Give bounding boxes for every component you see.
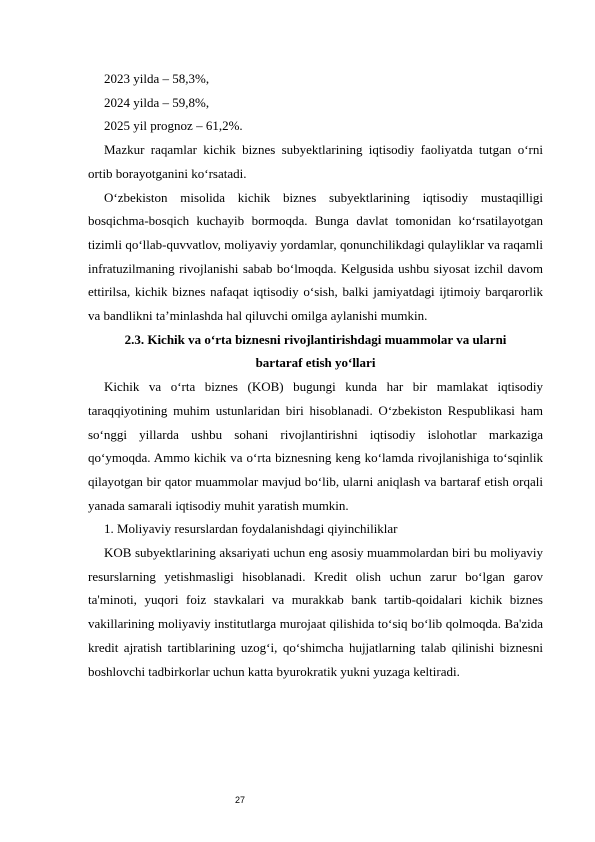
- section-heading-line-2: bartaraf etish yo‘llari: [255, 355, 376, 371]
- paragraph-financial-problems: KOB subyektlarining aksariyati uchun eng asosiy muammolardan biri bu moliyaviy resurslarning yetishmasligi hisoblanadi. Kredit olish uchun zarur bo‘lgan garov ta'minoti, yuqori foiz stavkalari va murakkab bank tartib-qoidalari kichik biznes vakillarining moliyaviy institutlarga murojaat qilishida to‘siq bo‘lib qolmoqda. Ba'zida kredit ajratish tartiblarining uzog‘i, qo‘shimcha hujjatlarning talab qilinishi biznesni boshlovchi tadbirkorlar uchun katta byurokratik yukni yuzaga keltiradi.: [88, 545, 543, 679]
- list-item: 2024 yilda – 59,8%,: [104, 94, 210, 110]
- paragraph-kob-intro: Kichik va o‘rta biznes (KOB) bugungi kunda har bir mamlakat iqtisodiy taraqqiyotining muhim ustunlaridan biri hisoblanadi. O‘zbekiston Respublikasi ham so‘nggi yillarda ushbu sohani rivojlantirishni iqtisodiy islohotlar markaziga qo‘ymoqda. Ammo kichik va o‘rta biznesning keng ko‘lamda rivojlanishiga to‘sqinlik qilayotgan bir qator muammolar mavjud bo‘lib, ularni aniqlash va bartaraf etish orqali yanada samarali iqtisodiy muhit yaratish mumkin.: [88, 379, 543, 513]
- page-body: [88, 67, 543, 683]
- paragraph-independence: O‘zbekiston misolida kichik biznes subyektlarining iqtisodiy mustaqilligi bosqichma-bosqich kuchayib bormoqda. Bunga davlat tomonidan ko‘rsatilayotgan tizimli qo‘llab-quvvatlov, moliyaviy yordamlar, qonunchilikdagi qulayliklar va raqamli infratuzilmaning rivojlanishi sabab bo‘lmoqda. Kelgusida ushbu siyosat izchil davom ettirilsa, kichik biznes nafaqat iqtisodiy o‘sish, balki jamiyatdagi ijtimoiy barqarorlik va bandlikni ta’minlashda hal qiluvchi omilga aylanishi mumkin.: [88, 189, 543, 324]
- list-item: 2025 yil prognoz – 61,2%.: [104, 118, 243, 134]
- page-number: 27: [234, 795, 245, 805]
- list-item: 2023 yilda – 58,3%,: [104, 71, 210, 86]
- subheading-financial-resources: 1. Moliyaviy resurslardan foydalanishdagi qiyinchiliklar: [104, 521, 398, 537]
- section-heading-line-1: 2.3. Kichik va o‘rta biznesni rivojlantirishdagi muammolar va ularni: [124, 331, 507, 347]
- section-heading: [88, 328, 543, 375]
- paragraph-figures-summary: Mazkur raqamlar kichik biznes subyektlarining iqtisodiy faoliyatda tutgan o‘rni ortib borayotganini ko‘rsatadi.: [88, 142, 543, 181]
